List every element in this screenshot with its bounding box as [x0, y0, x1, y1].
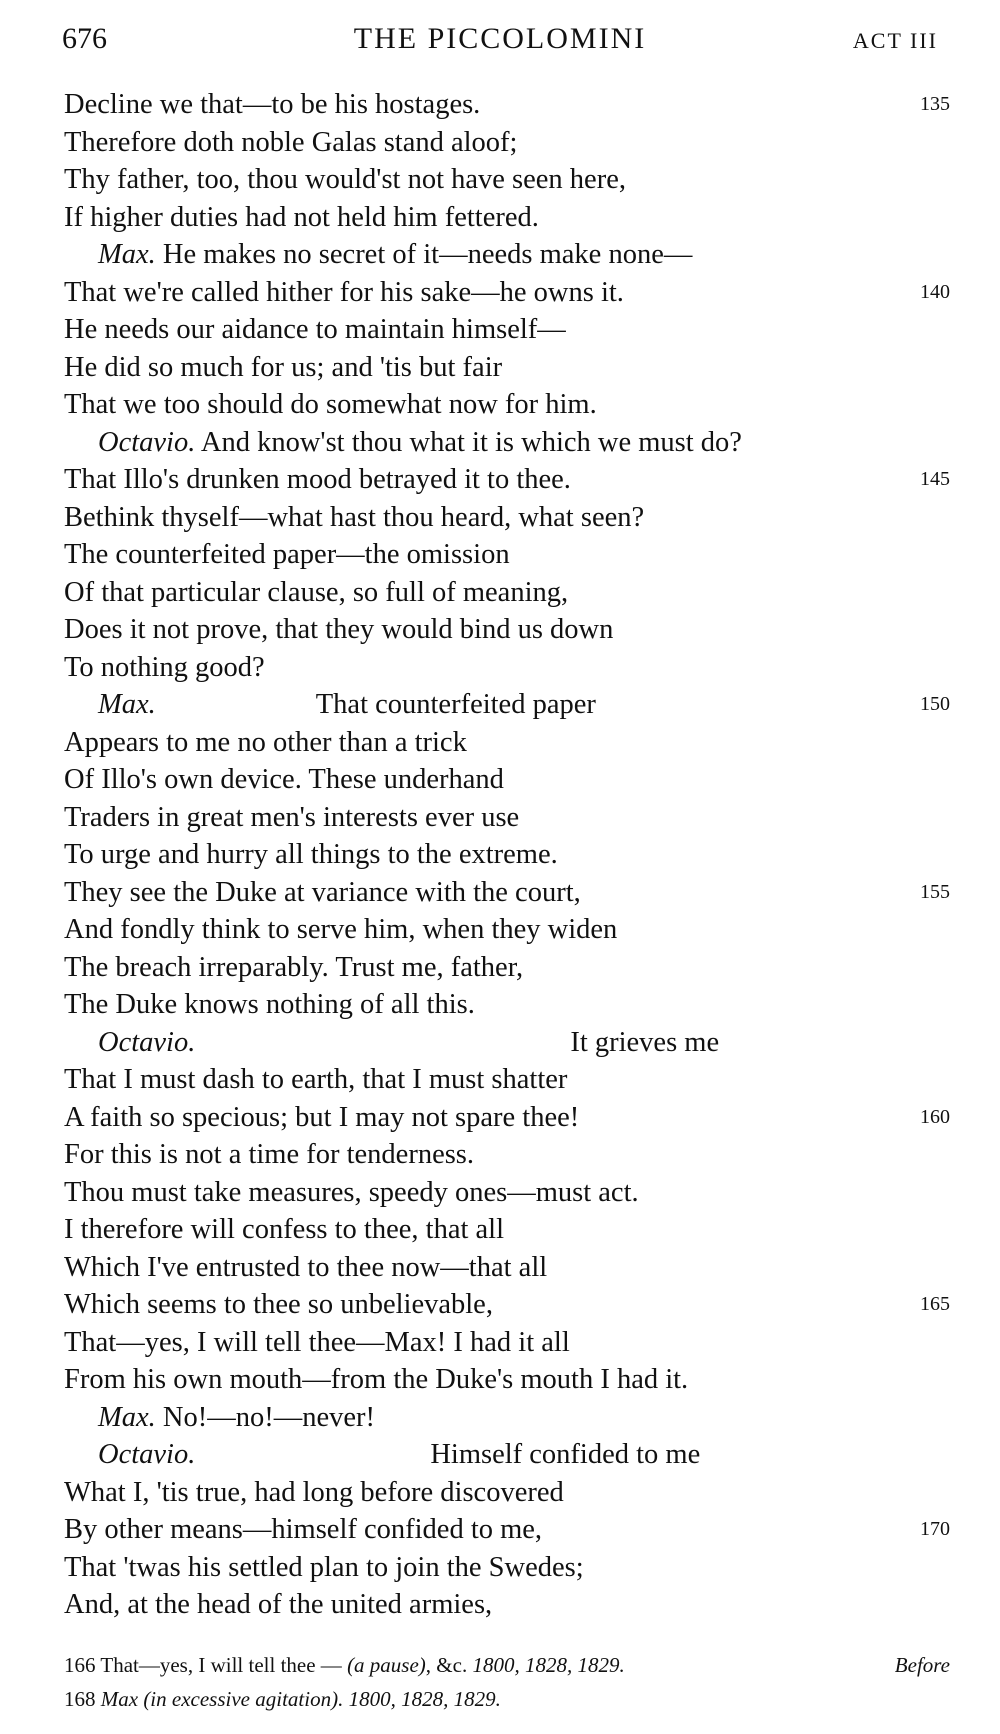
verse-line: [0, 1586, 1000, 1624]
verse-line: [0, 686, 1000, 724]
verse-text: [64, 386, 597, 424]
verse-line: [0, 1099, 1000, 1137]
verse-text: [64, 1249, 547, 1287]
line-words: Does it not prove, that they would bind us down: [64, 614, 614, 645]
verse-line: [0, 1061, 1000, 1099]
line-words: Bethink thyself—what hast thou heard, what seen?: [64, 501, 645, 533]
verse-text: [64, 1474, 564, 1512]
line-words: Which I've entrusted to thee now—that all: [64, 1251, 548, 1283]
line-words: That 'twas his settled plan to join the Swedes;: [64, 1551, 584, 1583]
verse-text: [64, 274, 624, 312]
line-words: That counterfeited paper: [315, 689, 596, 720]
verse-line: [0, 574, 1000, 612]
verse-text: [64, 724, 467, 762]
verse-text: [64, 1324, 570, 1362]
speaker-name: Octavio.: [98, 1026, 196, 1058]
act-label: ACT III: [852, 28, 938, 53]
line-words: That we're called hither for his sake—he owns it.: [64, 276, 624, 308]
verse-line: [0, 649, 1000, 687]
line-number: 140: [920, 280, 950, 303]
verse-line: [0, 1211, 1000, 1249]
line-words: Decline we that—to be his hostages.: [64, 89, 481, 120]
line-number: 150: [920, 693, 950, 715]
verse-text: [64, 311, 566, 349]
line-words: Therefore doth noble Galas stand aloof;: [64, 126, 518, 158]
line-words: And know'st thou what it is which we must do?: [195, 426, 742, 458]
verse-text: [98, 1024, 719, 1062]
line-words: That we too should do somewhat now for him.: [64, 389, 597, 420]
verse-line: [0, 274, 1000, 312]
line-words: Thou must take measures, speedy ones—must act.: [64, 1176, 639, 1208]
footnote-italic: Max (in excessive agitation).: [100, 1687, 344, 1711]
footnote-italic: (a pause): [347, 1653, 426, 1677]
verse-line: [0, 724, 1000, 762]
verse-text: [64, 161, 626, 199]
verse-line: [0, 836, 1000, 874]
verse-text: [98, 686, 596, 724]
footnote-editions: 1800, 1828, 1829.: [348, 1687, 501, 1711]
verse-text: [64, 349, 502, 387]
verse-line: [0, 1511, 1000, 1549]
verse-text: [64, 761, 504, 799]
verse-line: [0, 911, 1000, 949]
verse-line: [0, 1286, 1000, 1324]
line-words: That Illo's drunken mood betrayed it to thee.: [64, 464, 571, 495]
verse-text: [64, 1286, 493, 1324]
verse-text: [98, 1436, 700, 1474]
verse-line: [0, 874, 1000, 912]
verse-line: [0, 386, 1000, 424]
line-words: That—yes, I will tell thee—Max! I had it all: [64, 1326, 570, 1358]
verse-line: [0, 986, 1000, 1024]
verse-text: [64, 1136, 474, 1174]
verse-line: [0, 499, 1000, 537]
verse-text: [64, 574, 568, 612]
line-words: Traders in great men's interests ever use: [64, 801, 520, 833]
verse-line: [0, 161, 1000, 199]
speaker-name: Octavio.: [98, 1439, 196, 1470]
verse-text: [64, 911, 617, 949]
running-title: THE PICCOLOMINI: [353, 22, 647, 55]
line-words: To urge and hurry all things to the extreme.: [64, 839, 558, 870]
line-words: The counterfeited paper—the omission: [64, 539, 510, 570]
verse-line: [0, 611, 1000, 649]
line-words: Appears to me no other than a trick: [64, 726, 467, 758]
verse-line: [0, 761, 1000, 799]
verse-text: [64, 124, 517, 162]
line-words: And fondly think to serve him, when they widen: [64, 914, 618, 945]
verse-text: [64, 1099, 579, 1137]
line-number: 135: [920, 93, 950, 115]
verse-text: [64, 1361, 688, 1399]
verse-text: [98, 236, 692, 274]
speaker-name: Octavio.: [98, 426, 196, 458]
verse-line: [0, 124, 1000, 162]
footnote-line-number: 166: [64, 1653, 96, 1677]
line-words: What I, 'tis true, had long before discovered: [64, 1476, 564, 1508]
verse-text: [64, 1211, 504, 1249]
verse-line: [0, 1436, 1000, 1474]
line-words: By other means—himself confided to me,: [64, 1514, 543, 1545]
footnote-right-note: Before: [894, 1653, 950, 1677]
line-number: 165: [920, 1293, 950, 1315]
verse-line: [0, 1474, 1000, 1512]
verse-line: [0, 236, 1000, 274]
verse-text: [64, 1549, 584, 1587]
line-words: No!—no!—never!: [155, 1401, 375, 1433]
verse-text: [64, 874, 581, 912]
verse-text: [64, 1174, 639, 1212]
footnote: [64, 1682, 950, 1716]
footnote: [64, 1648, 950, 1682]
line-words: Which seems to thee so unbelievable,: [64, 1289, 493, 1320]
line-number: 160: [920, 1105, 950, 1128]
speaker-name: Max.: [98, 689, 156, 720]
line-words: I therefore will confess to thee, that all: [64, 1214, 504, 1245]
speaker-name: Max.: [98, 239, 156, 270]
verse-text: [64, 649, 265, 687]
line-words: He needs our aidance to maintain himself—: [64, 314, 566, 345]
footnotes: [64, 1648, 950, 1716]
line-number: 155: [920, 880, 950, 903]
verse-text: [64, 949, 523, 987]
line-words: It grieves me: [570, 1026, 720, 1058]
line-words: He makes no secret of it—needs make none—: [155, 239, 693, 270]
line-words: A faith so specious; but I may not spare thee!: [64, 1101, 580, 1133]
verse-text: [64, 461, 571, 499]
verse-line: [0, 1324, 1000, 1362]
verse-text: [64, 499, 644, 537]
verse-line: [0, 1174, 1000, 1212]
line-words: Himself confided to me: [430, 1439, 701, 1470]
verse-text: [64, 199, 539, 237]
line-words: The Duke knows nothing of all this.: [64, 989, 475, 1020]
footnote-editions: 1800, 1828, 1829.: [472, 1653, 625, 1677]
verse-line: [0, 1549, 1000, 1587]
line-words: Of Illo's own device. These underhand: [64, 764, 504, 795]
verse-line: [0, 311, 1000, 349]
line-words: Thy father, too, thou would'st not have seen here,: [64, 164, 626, 195]
line-number: 170: [920, 1518, 950, 1540]
line-words: For this is not a time for tenderness.: [64, 1139, 475, 1170]
line-words: From his own mouth—from the Duke's mouth I had it.: [64, 1364, 689, 1395]
verse-text: [64, 986, 475, 1024]
line-words: They see the Duke at variance with the court,: [64, 876, 581, 908]
verse-text: [64, 1511, 542, 1549]
verse-text: [98, 1399, 375, 1437]
line-words: He did so much for us; and 'tis but fair: [64, 351, 503, 383]
verse-line: [0, 1136, 1000, 1174]
page-header: [62, 22, 938, 62]
verse-text: [64, 1061, 567, 1099]
line-words: That I must dash to earth, that I must shatter: [64, 1064, 568, 1095]
verse-line: [0, 949, 1000, 987]
verse-text: [64, 86, 480, 124]
verse-line: [0, 799, 1000, 837]
line-words: And, at the head of the united armies,: [64, 1589, 493, 1620]
verse-line: [0, 199, 1000, 237]
line-words: If higher duties had not held him fettered.: [64, 201, 539, 233]
verse-line: [0, 1249, 1000, 1287]
page-number: 676: [62, 22, 107, 55]
verse-text: [64, 611, 613, 649]
line-number: 145: [920, 468, 950, 490]
verse-text: [64, 536, 510, 574]
verse-text: [64, 1586, 492, 1624]
verse-text: [64, 836, 558, 874]
footnote-line-number: 168: [64, 1687, 96, 1711]
footnote-text: , &c.: [425, 1653, 473, 1677]
verse-line: [0, 536, 1000, 574]
line-words: Of that particular clause, so full of meaning,: [64, 576, 569, 608]
verse-line: [0, 461, 1000, 499]
speaker-name: Max.: [98, 1401, 156, 1433]
verse-line: [0, 86, 1000, 124]
verse-line: [0, 349, 1000, 387]
verse-lines: [0, 86, 1000, 1624]
verse-text: [64, 799, 519, 837]
verse-line: [0, 1399, 1000, 1437]
verse-text: [98, 424, 742, 462]
verse-line: [0, 424, 1000, 462]
verse-line: [0, 1361, 1000, 1399]
footnote-text: That—yes, I will tell thee —: [95, 1653, 348, 1677]
line-words: To nothing good?: [64, 651, 265, 683]
verse-line: [0, 1024, 1000, 1062]
line-words: The breach irreparably. Trust me, father,: [64, 951, 524, 983]
